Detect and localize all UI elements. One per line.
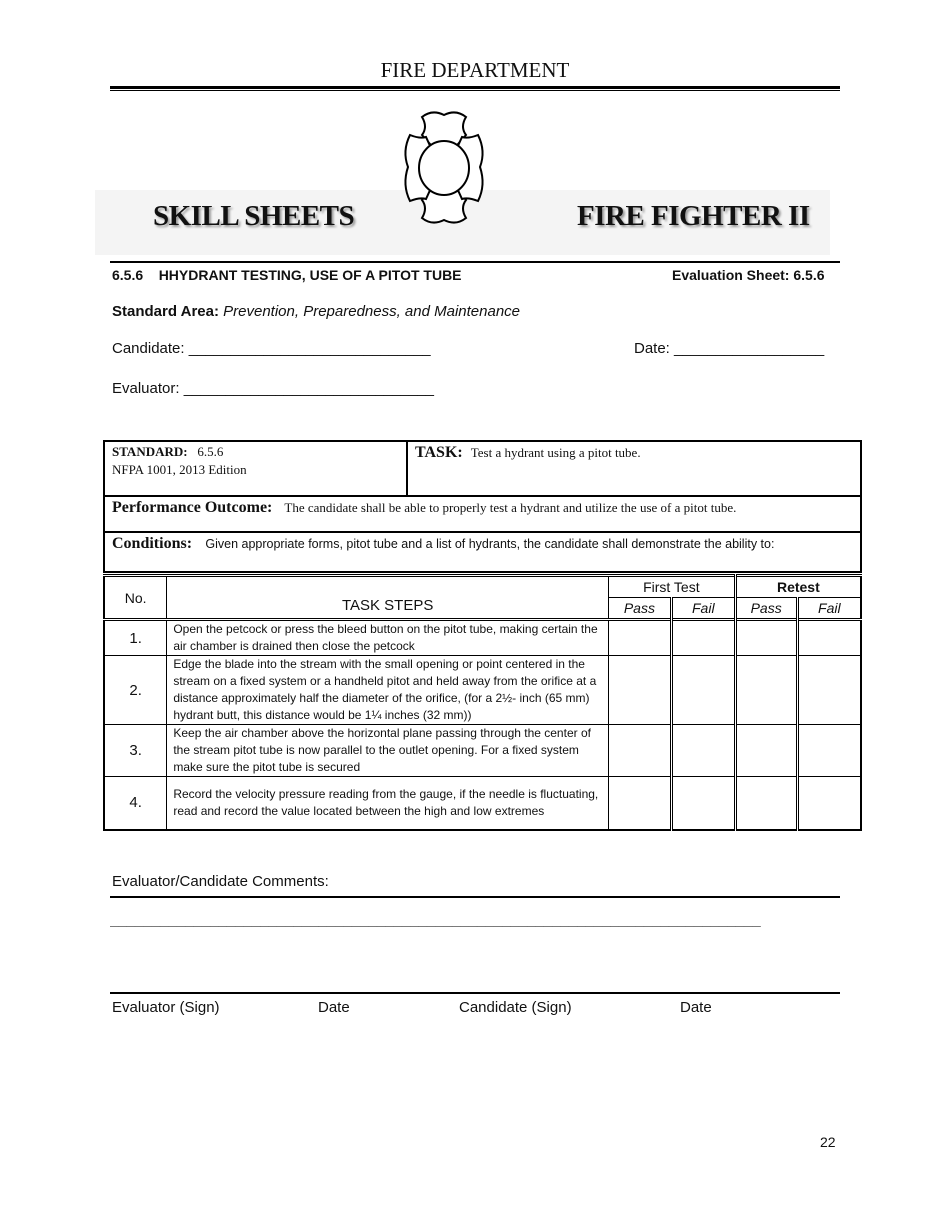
task-steps-header: TASK STEPS xyxy=(167,576,609,620)
evaluator-date-label: Date xyxy=(318,999,350,1016)
performance-outcome-row xyxy=(103,495,862,533)
retest-pass-cell[interactable] xyxy=(735,725,797,777)
conditions-row xyxy=(103,531,862,573)
first-pass-cell[interactable] xyxy=(608,725,671,777)
retest-pass-cell[interactable] xyxy=(735,656,797,725)
retest-fail-cell[interactable] xyxy=(797,777,861,830)
retest-fail-cell[interactable] xyxy=(797,620,861,656)
first-pass-header: Pass xyxy=(608,598,671,620)
task-label: TASK: xyxy=(415,444,463,461)
signature-line[interactable] xyxy=(110,992,840,994)
step-text: Record the velocity pressure reading from the gauge, if the needle is fluctuating, read and record the value located between the high and low extremes xyxy=(167,777,609,830)
task-step-row xyxy=(104,620,861,656)
candidate-sign-label: Candidate (Sign) xyxy=(459,999,572,1016)
first-pass-cell[interactable] xyxy=(608,620,671,656)
standard-area-label: Standard Area: xyxy=(112,303,219,320)
section-rule xyxy=(110,261,840,263)
page-number: 22 xyxy=(820,1134,836,1150)
standard-label: STANDARD: xyxy=(112,444,188,459)
first-fail-cell[interactable] xyxy=(671,620,735,656)
step-text: Keep the air chamber above the horizontal plane passing through the center of the stream pitot tube is now parallel to the outlet opening. For a fixed system make sure the pitot tube is secured xyxy=(167,725,609,777)
retest-header: Retest xyxy=(735,576,861,598)
first-test-header: First Test xyxy=(608,576,735,598)
skill-title: 6.5.6 HHYDRANT TESTING, USE OF A PITOT TUBE xyxy=(112,267,462,283)
maltese-cross-logo-icon xyxy=(398,105,490,230)
step-number: 4. xyxy=(104,777,167,830)
task-step-row xyxy=(104,656,861,725)
step-text: Open the petcock or press the bleed button on the pitot tube, making certain the air chamber is drained then close the petcock xyxy=(167,620,609,656)
task-steps-table xyxy=(103,574,862,831)
fire-fighter-banner: FIRE FIGHTER II xyxy=(577,200,810,232)
first-fail-cell[interactable] xyxy=(671,725,735,777)
no-header: No. xyxy=(104,576,167,620)
first-fail-cell[interactable] xyxy=(671,777,735,830)
first-pass-cell[interactable] xyxy=(608,777,671,830)
comments-line-2[interactable]: ______________________________________________________________________________ xyxy=(110,912,761,929)
skill-sheets-banner: SKILL SHEETS xyxy=(153,200,355,232)
first-fail-cell[interactable] xyxy=(671,656,735,725)
standard-edition: NFPA 1001, 2013 Edition xyxy=(112,462,247,477)
outcome-value: The candidate shall be able to properly test a hydrant and utilize the use of a pitot tube. xyxy=(284,500,737,515)
comments-label: Evaluator/Candidate Comments: xyxy=(112,873,329,890)
evaluation-sheet-label: Evaluation Sheet: 6.5.6 xyxy=(672,267,825,283)
header-rule-thin xyxy=(110,90,840,91)
first-fail-header: Fail xyxy=(671,598,735,620)
task-step-row xyxy=(104,725,861,777)
retest-fail-cell[interactable] xyxy=(797,656,861,725)
task-step-row xyxy=(104,777,861,830)
standard-value: 6.5.6 xyxy=(197,444,224,459)
candidate-field[interactable]: Candidate: _____________________________ xyxy=(112,340,431,357)
header-rule xyxy=(110,86,840,89)
retest-fail-header: Fail xyxy=(797,598,861,620)
retest-pass-header: Pass xyxy=(735,598,797,620)
step-number: 2. xyxy=(104,656,167,725)
retest-fail-cell[interactable] xyxy=(797,725,861,777)
standard-task-box xyxy=(103,440,862,497)
step-number: 3. xyxy=(104,725,167,777)
department-title: FIRE DEPARTMENT xyxy=(380,58,570,82)
candidate-date-label: Date xyxy=(680,999,712,1016)
evaluator-sign-label: Evaluator (Sign) xyxy=(112,999,220,1016)
comments-line-1[interactable] xyxy=(110,896,840,898)
step-number: 1. xyxy=(104,620,167,656)
retest-pass-cell[interactable] xyxy=(735,620,797,656)
date-field[interactable]: Date: __________________ xyxy=(634,340,825,357)
conditions-label: Conditions: xyxy=(112,535,193,552)
first-pass-cell[interactable] xyxy=(608,656,671,725)
task-value: Test a hydrant using a pitot tube. xyxy=(470,445,641,460)
evaluator-field[interactable]: Evaluator: ______________________________ xyxy=(112,380,434,397)
step-text: Edge the blade into the stream with the small opening or point centered in the stream on a fixed system or a handheld pitot and held away from the orifice at a distance approximately half the diameter of the orifice, (for a 2½- inch (65 mm) hydrant butt, this distance would be 1¼ inches (32 mm)) xyxy=(167,656,609,725)
outcome-label: Performance Outcome: xyxy=(112,499,273,516)
conditions-value: Given appropriate forms, pitot tube and a list of hydrants, the candidate shall demonstrate the ability to: xyxy=(205,537,775,551)
retest-pass-cell[interactable] xyxy=(735,777,797,830)
standard-area-value: Prevention, Preparedness, and Maintenance xyxy=(223,303,521,320)
